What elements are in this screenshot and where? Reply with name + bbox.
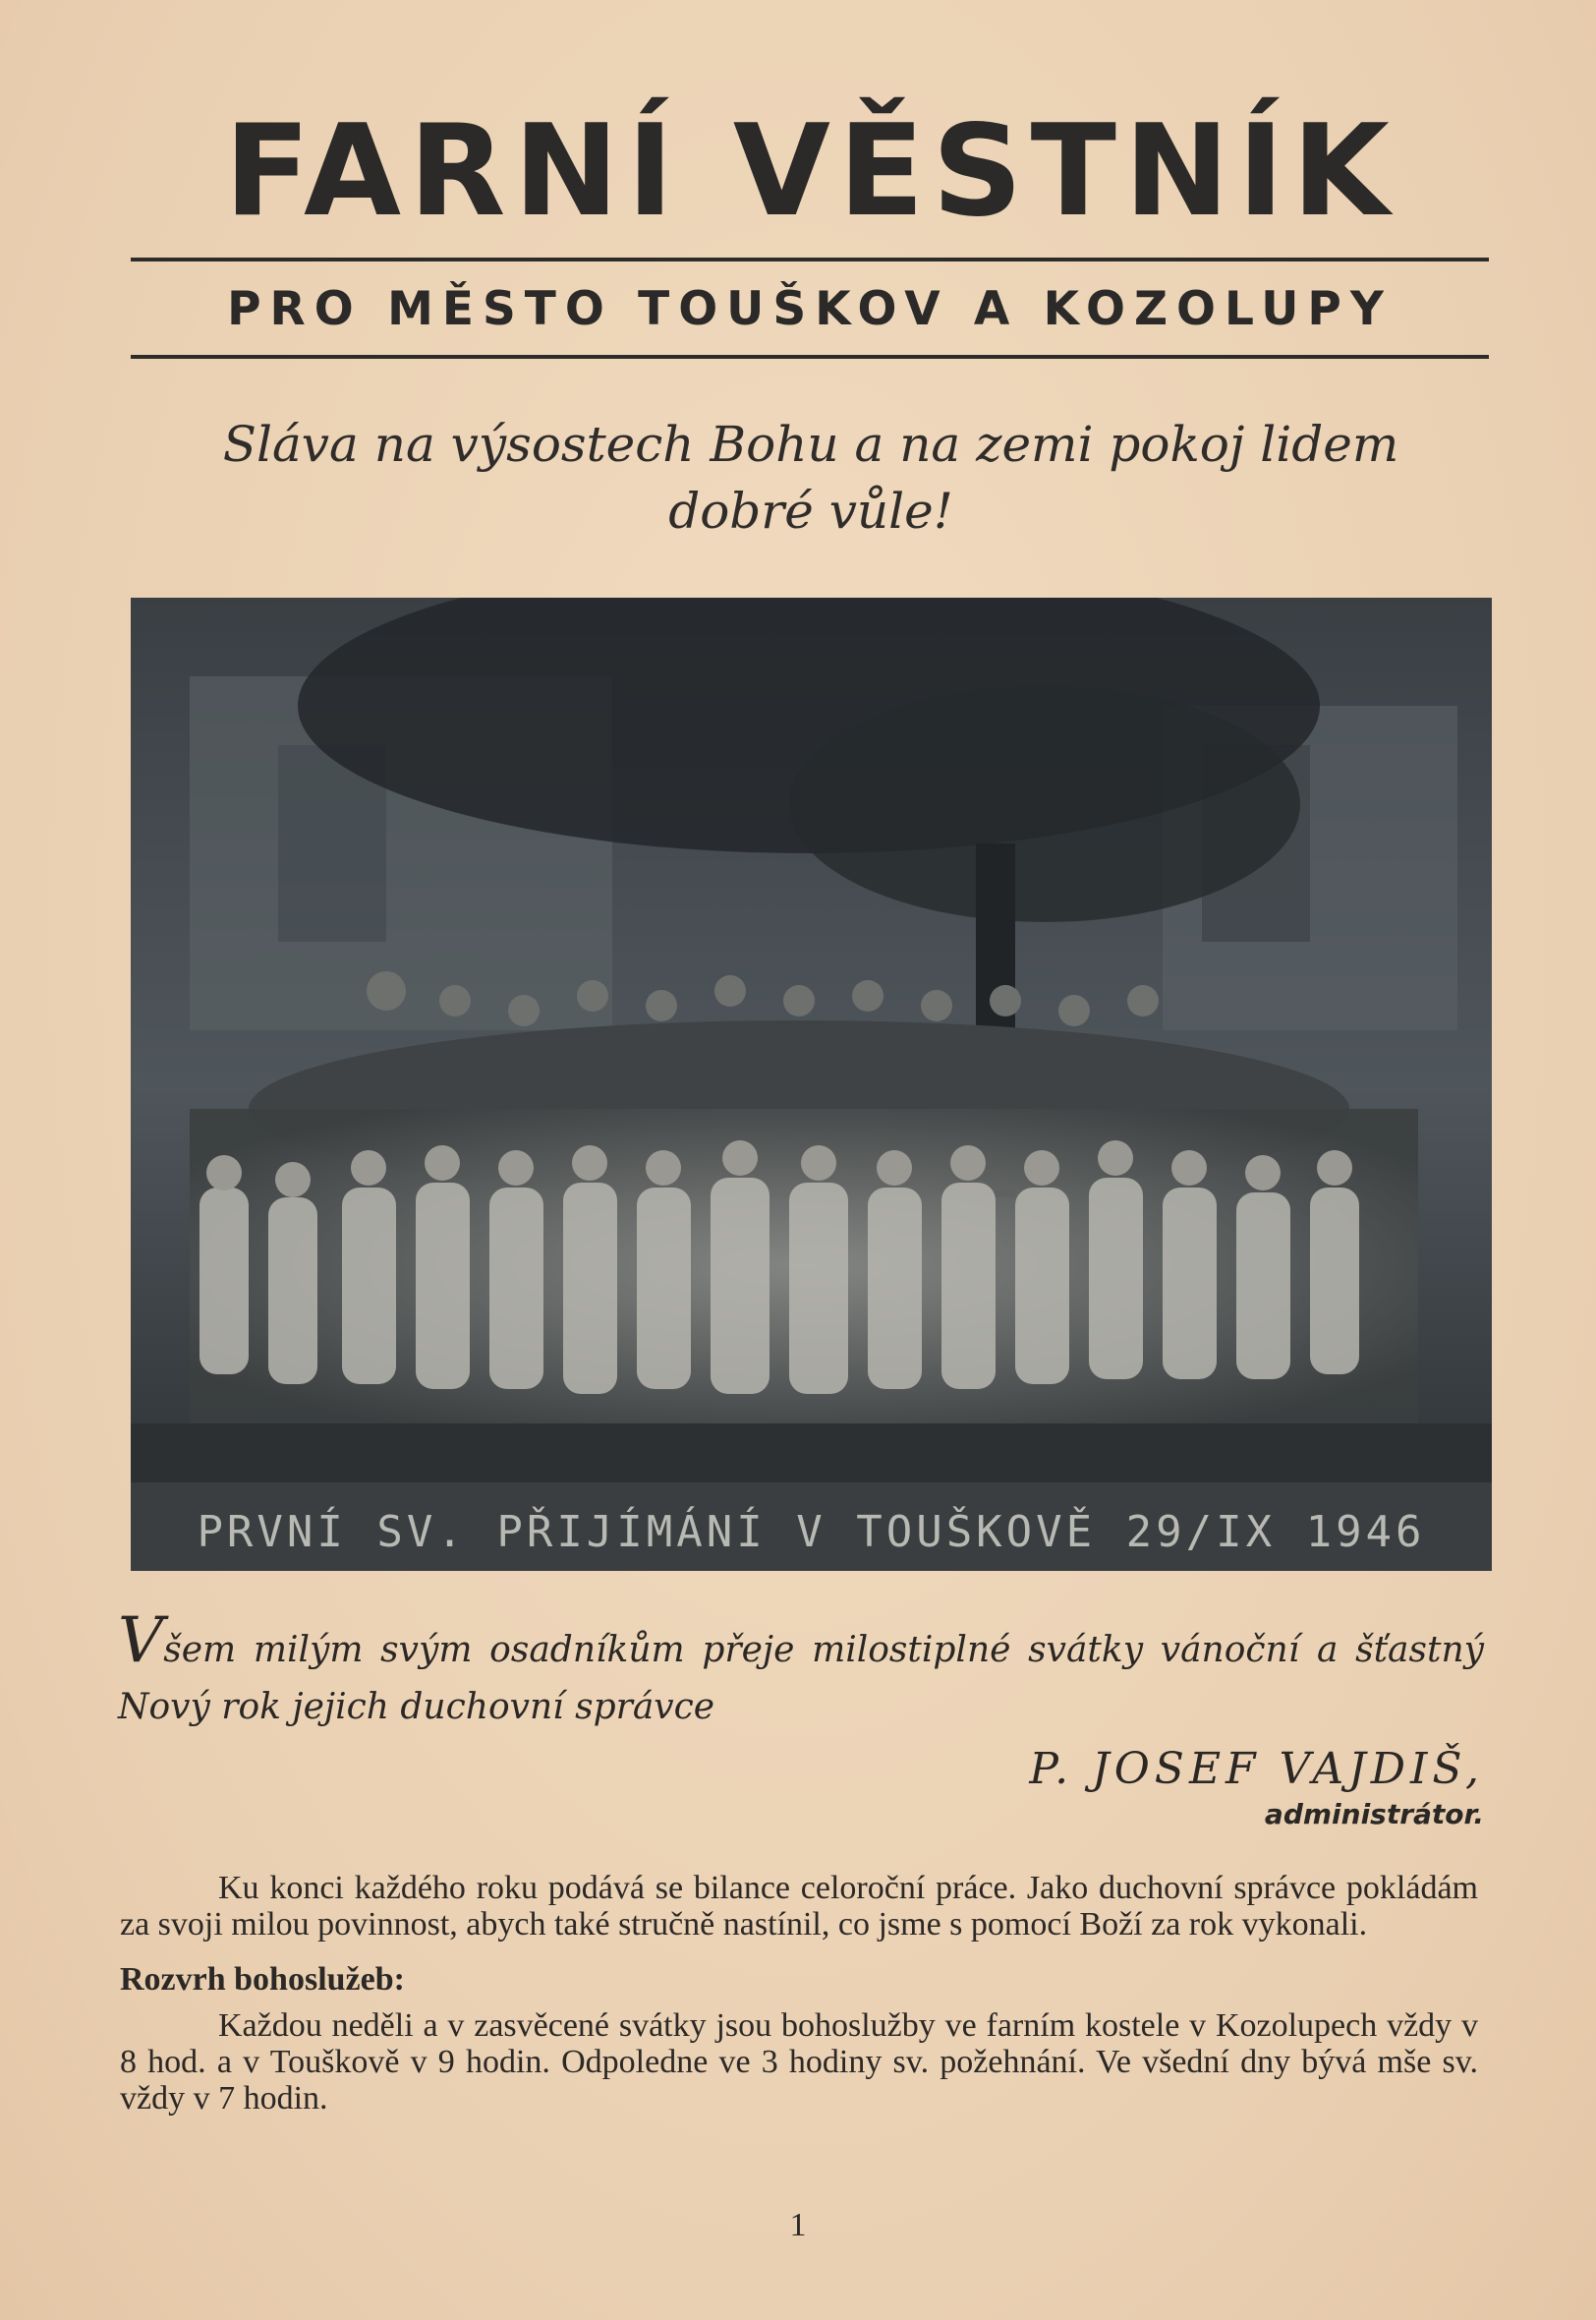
signature-name: P. JOSEF VAJDIŠ, — [1029, 1744, 1484, 1794]
group-photo-image — [131, 598, 1492, 1571]
intro-paragraph: Ku konci každého roku podává se bilance celoroční práce. Jako duchovní správce pokládám za svoji milou povinnost, abych také stručně nastínil, co jsme s pomocí Boží za rok vykonali. — [120, 1870, 1478, 1943]
masthead-rule-bottom — [131, 355, 1489, 359]
motto-line-1: Sláva na výsostech Bohu a na zemi pokoj lidem — [222, 416, 1399, 473]
article-body — [120, 1870, 1478, 2117]
motto — [128, 411, 1494, 545]
signature — [1029, 1742, 1484, 1832]
masthead-title: FARNÍ VĚSTNÍK — [224, 98, 1397, 245]
christmas-greeting — [118, 1604, 1484, 1736]
masthead-subtitle: PRO MĚSTO TOUŠKOV A KOZOLUPY — [227, 282, 1393, 336]
motto-line-2: dobré vůle! — [668, 483, 953, 540]
photo-caption: PRVNÍ SV. PŘIJÍMÁNÍ V TOUŠKOVĚ 29/IX 1946 — [197, 1507, 1426, 1557]
greeting-dropcap: V — [118, 1604, 164, 1677]
greeting-text: šem milým svým osadníkům přeje milostiplné svátky vánoční a šťastný Nový rok jejich duchovní správce — [118, 1630, 1484, 1727]
page-number: 1 — [789, 2207, 807, 2243]
section-heading: Rozvrh bohoslužeb: — [120, 1961, 405, 1998]
masthead-rule-top — [131, 258, 1489, 261]
section-paragraph: Každou neděli a v zasvěcené svátky jsou bohoslužby ve farním kostele v Kozolupech vždy v 8 hod. a v Touškově v 9 hodin. Odpoledne ve 3 hodiny sv. požehnání. Ve všední dny bývá mše sv. vždy v 7 hodin. — [120, 2007, 1478, 2117]
signature-role: administrátor. — [1264, 1798, 1484, 1830]
group-photo — [131, 598, 1492, 1571]
